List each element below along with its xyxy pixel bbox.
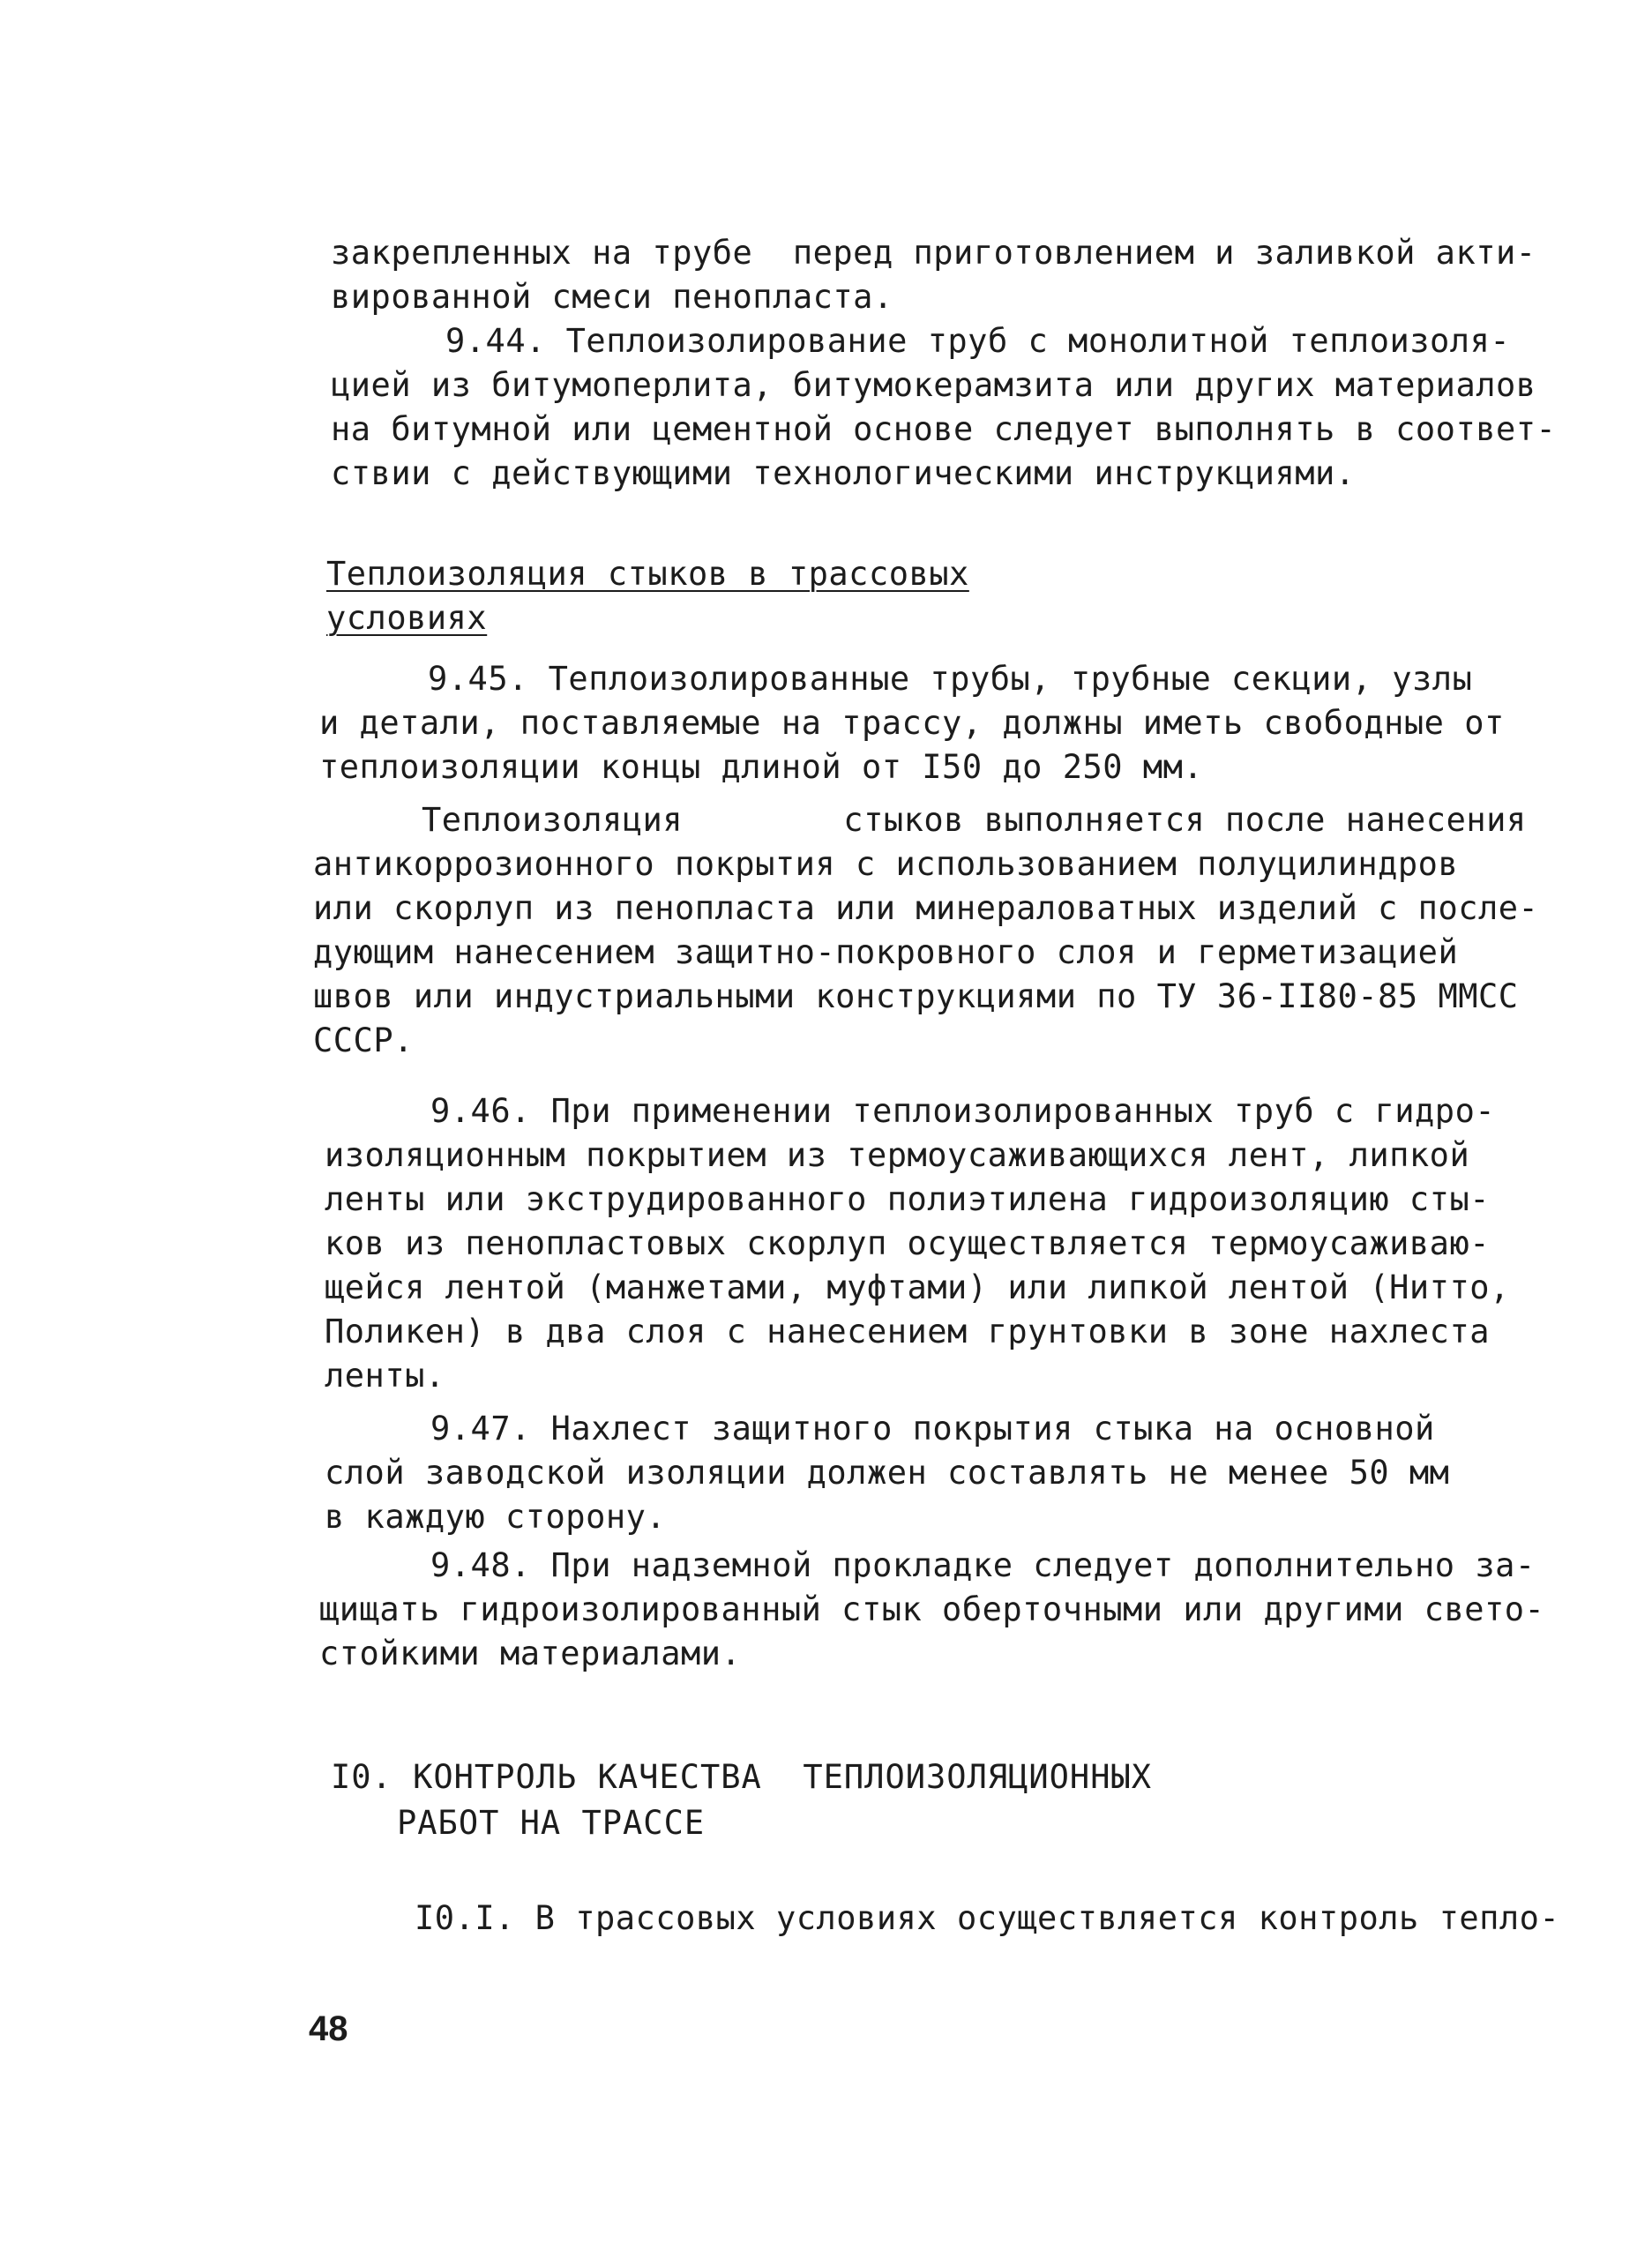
text-line: ствии с действующими технологическими инструкциями. bbox=[331, 454, 1356, 492]
text-line: швов или индустриальными конструкциями по ТУ 36-II80-85 ММСС bbox=[313, 977, 1519, 1015]
paragraph-9-48-line: 9.48. При надземной прокладке следует дополнительно за- bbox=[430, 1546, 1536, 1584]
text-line: в каждую сторону. bbox=[325, 1498, 667, 1536]
text-line: вированной смеси пенопласта. bbox=[331, 278, 893, 316]
text-line: щейся лентой (манжетами, муфтами) или липкой лентой (Нитто, bbox=[325, 1268, 1510, 1306]
text-line: ленты или экструдированного полиэтилена гидроизоляцию сты- bbox=[325, 1180, 1491, 1218]
text-line: ленты. bbox=[325, 1357, 445, 1395]
subsection-heading: Теплоизоляция стыков в трассовых bbox=[326, 555, 969, 593]
text-line: и детали, поставляемые на трассу, должны иметь свободные от bbox=[319, 704, 1505, 742]
paragraph-9-45-line: 9.45. Теплоизолированные трубы, трубные секции, узлы bbox=[428, 660, 1473, 698]
text-line: слой заводской изоляции должен составлять не менее 50 мм bbox=[325, 1454, 1450, 1492]
text-line: теплоизоляции концы длиной от I50 до 250 мм. bbox=[319, 748, 1204, 786]
page-number: 48 bbox=[309, 2009, 348, 2048]
text-line: стойкими материалами. bbox=[319, 1635, 742, 1672]
text-line: ков из пенопластовых скорлуп осуществляется термоусаживаю- bbox=[325, 1224, 1491, 1262]
section-title: I0. КОНТРОЛЬ КАЧЕСТВА ТЕПЛОИЗОЛЯЦИОННЫХ bbox=[331, 1758, 1153, 1796]
text-line: Поликен) в два слоя с нанесением грунтовки в зоне нахлеста bbox=[325, 1313, 1491, 1350]
paragraph-9-46-line: 9.46. При применении теплоизолированных труб с гидро- bbox=[430, 1092, 1496, 1130]
text-line: изоляционным покрытием из термоусаживающихся лент, липкой bbox=[325, 1136, 1470, 1174]
text-line: дующим нанесением защитно-покровного слоя и герметизацией bbox=[313, 933, 1459, 971]
paragraph-9-47-line: 9.47. Нахлест защитного покрытия стыка на основной bbox=[430, 1410, 1435, 1448]
text-line: цией из битумоперлита, битумокерамзита или других материалов bbox=[331, 366, 1536, 404]
text-line: закрепленных на трубе перед приготовлением и заливкой акти- bbox=[331, 234, 1536, 272]
text-line: на битумной или цементной основе следует выполнять в соответ- bbox=[331, 410, 1557, 448]
paragraph-10-1-line: I0.I. В трассовых условиях осуществляется контроль тепло- bbox=[415, 1899, 1560, 1937]
text-line: антикоррозионного покрытия с использованием полуцилиндров bbox=[313, 845, 1459, 883]
subsection-heading: условиях bbox=[326, 599, 488, 637]
text-line: или скорлуп из пенопласта или минераловатных изделий с после- bbox=[313, 889, 1539, 927]
section-title: РАБОТ НА ТРАССЕ bbox=[397, 1804, 706, 1842]
text-line: щищать гидроизолированный стык оберточными или другими свето- bbox=[319, 1590, 1545, 1628]
paragraph-9-44-line: 9.44. Теплоизолирование труб с монолитной теплоизоля- bbox=[445, 322, 1511, 360]
text-line: СССР. bbox=[313, 1021, 414, 1059]
paragraph-line: Теплоизоляция стыков выполняется после нанесения bbox=[422, 801, 1527, 839]
